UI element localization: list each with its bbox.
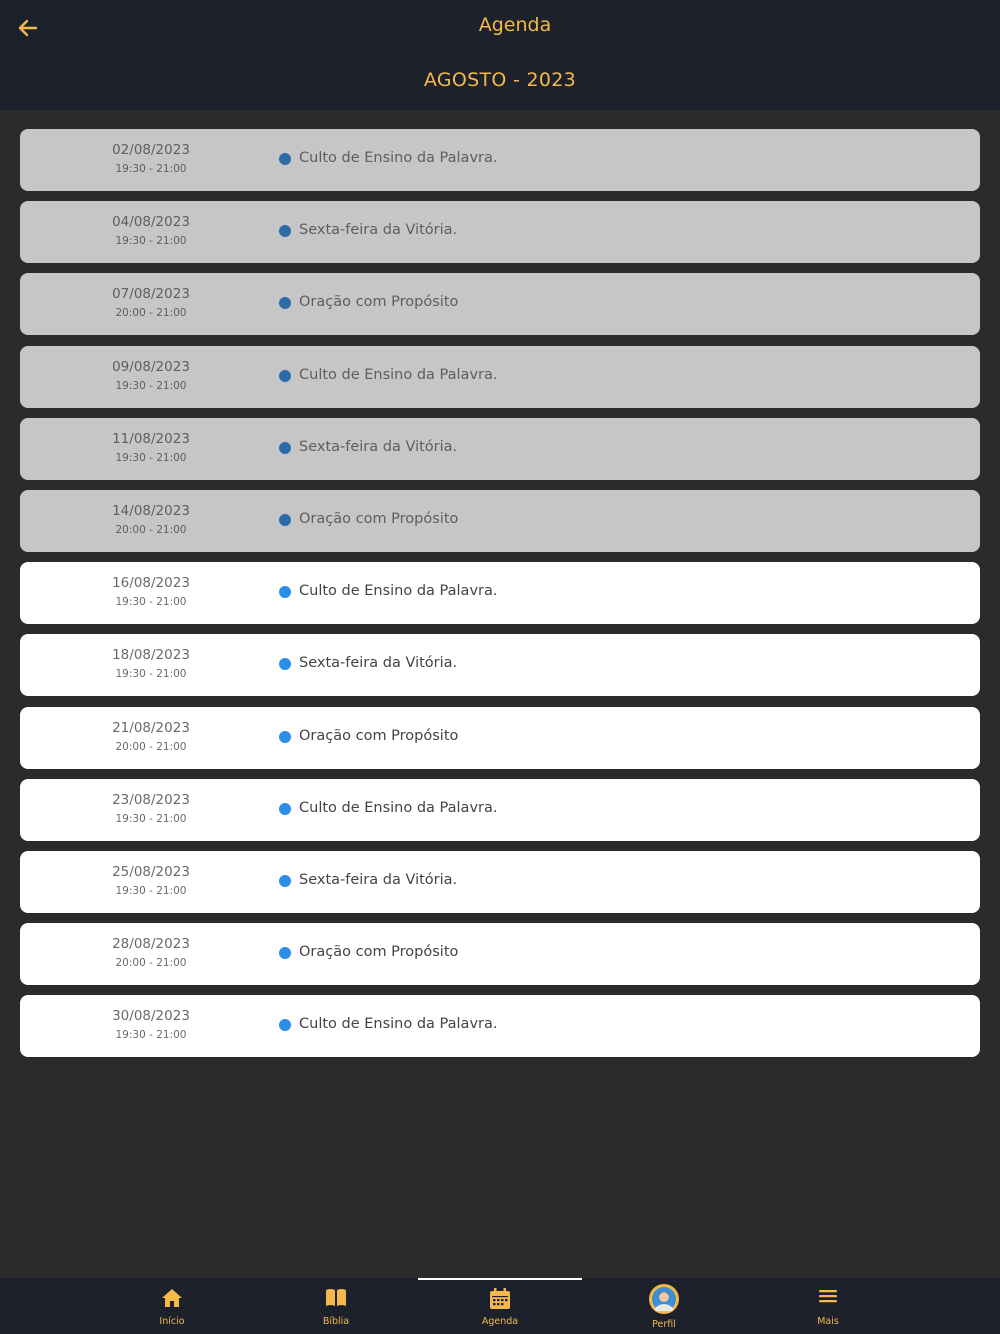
bottom-tab-bar <box>0 1278 1000 1334</box>
event-title: Sexta-feira da Vitória. <box>299 222 458 239</box>
event-time: 19:30 - 21:00 <box>115 379 187 392</box>
event-time: 20:00 - 21:00 <box>115 523 187 536</box>
tab-label: Agenda <box>481 1316 519 1327</box>
event-card[interactable] <box>20 923 980 985</box>
tab-inicio[interactable] <box>90 1278 254 1334</box>
event-dot-icon <box>279 586 291 598</box>
event-date: 07/08/2023 <box>112 286 190 303</box>
event-dot-icon <box>279 153 291 165</box>
event-title: Sexta-feira da Vitória. <box>299 655 458 672</box>
event-dot-icon <box>279 370 291 382</box>
event-date: 09/08/2023 <box>112 358 190 375</box>
event-card[interactable] <box>20 851 980 913</box>
event-card[interactable] <box>20 707 980 769</box>
event-title: Culto de Ensino da Palavra. <box>299 583 498 600</box>
event-card[interactable] <box>20 346 980 408</box>
event-time: 20:00 - 21:00 <box>115 307 187 320</box>
event-dot-icon <box>279 442 291 454</box>
event-time: 19:30 - 21:00 <box>115 451 187 464</box>
event-card[interactable] <box>20 490 980 552</box>
tab-label: Início <box>159 1316 185 1327</box>
event-title: Sexta-feira da Vitória. <box>299 438 458 455</box>
event-date: 04/08/2023 <box>112 214 190 231</box>
event-title: Culto de Ensino da Palavra. <box>299 366 498 383</box>
event-dot-icon <box>279 514 291 526</box>
event-time: 19:30 - 21:00 <box>115 668 187 681</box>
tab-mais[interactable] <box>746 1278 910 1334</box>
event-card[interactable] <box>20 129 980 191</box>
event-dot-icon <box>279 731 291 743</box>
event-dot-icon <box>279 225 291 237</box>
tab-label: Perfil <box>652 1319 676 1330</box>
event-dot-icon <box>279 875 291 887</box>
event-title: Culto de Ensino da Palavra. <box>299 799 498 816</box>
event-dot-icon <box>279 803 291 815</box>
event-dot-icon <box>279 1019 291 1031</box>
calendar-icon <box>489 1288 511 1310</box>
event-time: 19:30 - 21:00 <box>115 235 187 248</box>
event-date: 14/08/2023 <box>112 502 190 519</box>
event-date: 30/08/2023 <box>112 1008 190 1025</box>
event-dot-icon <box>279 658 291 670</box>
event-date: 02/08/2023 <box>112 142 190 158</box>
event-date: 11/08/2023 <box>112 430 190 447</box>
event-title: Culto de Ensino da Palavra. <box>299 1016 498 1033</box>
event-card[interactable] <box>20 201 980 263</box>
event-date: 28/08/2023 <box>112 936 190 953</box>
tab-biblia[interactable] <box>254 1278 418 1334</box>
event-title: Oração com Propósito <box>299 510 459 527</box>
event-title: Oração com Propósito <box>299 294 459 311</box>
event-title: Culto de Ensino da Palavra. <box>299 150 498 166</box>
event-date: 16/08/2023 <box>112 575 190 592</box>
event-title: Sexta-feira da Vitória. <box>299 871 458 888</box>
event-card[interactable] <box>20 418 980 480</box>
event-time: 20:00 - 21:00 <box>115 740 187 753</box>
tab-label: Bíblia <box>322 1316 350 1327</box>
event-title: Oração com Propósito <box>299 944 459 961</box>
tab-perfil[interactable] <box>582 1278 746 1334</box>
month-label: AGOSTO - 2023 <box>423 69 577 91</box>
home-icon <box>161 1288 183 1308</box>
event-time: 19:30 - 21:00 <box>115 1029 187 1042</box>
avatar-icon <box>649 1284 679 1314</box>
page-title: Agenda <box>478 14 552 36</box>
event-date: 23/08/2023 <box>112 791 190 808</box>
event-title: Oração com Propósito <box>299 727 459 744</box>
event-date: 21/08/2023 <box>112 719 190 736</box>
event-time: 20:00 - 21:00 <box>115 957 187 970</box>
event-dot-icon <box>279 947 291 959</box>
book-icon <box>325 1288 347 1308</box>
app-header <box>0 0 1000 110</box>
event-card[interactable] <box>20 995 980 1057</box>
tab-agenda[interactable] <box>418 1278 582 1334</box>
event-list <box>20 129 980 1067</box>
event-card[interactable] <box>20 273 980 335</box>
event-date: 18/08/2023 <box>112 647 190 664</box>
tab-label: Mais <box>817 1316 839 1327</box>
event-time: 19:30 - 21:00 <box>115 812 187 825</box>
event-time: 19:30 - 21:00 <box>115 596 187 609</box>
event-dot-icon <box>279 297 291 309</box>
event-card[interactable] <box>20 634 980 696</box>
event-time: 19:30 - 21:00 <box>115 884 187 897</box>
event-date: 25/08/2023 <box>112 863 190 880</box>
event-card[interactable] <box>20 779 980 841</box>
menu-icon <box>819 1288 837 1304</box>
event-time: 19:30 - 21:00 <box>115 163 187 175</box>
event-card[interactable] <box>20 562 980 624</box>
